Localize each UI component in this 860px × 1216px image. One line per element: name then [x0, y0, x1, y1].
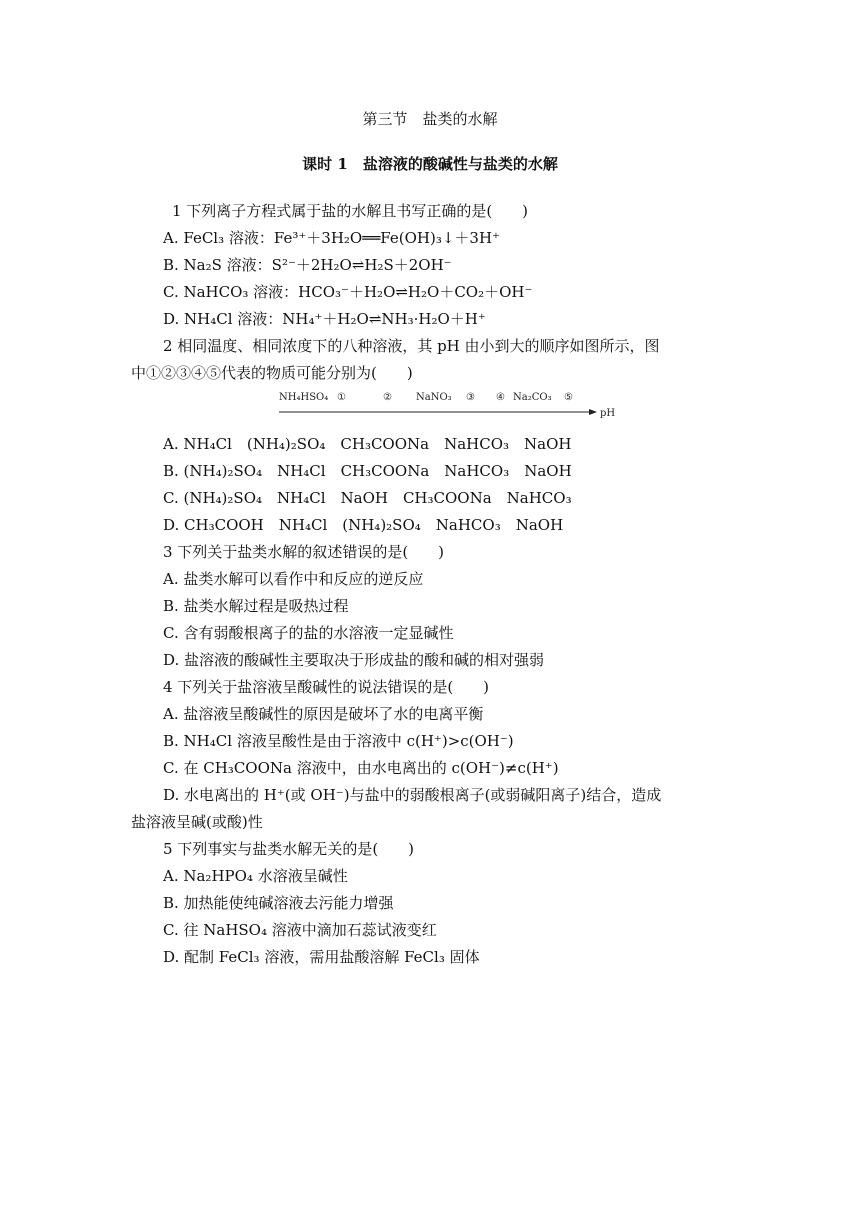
q5-stem: 5 下列事实与盐类水解无关的是( ) [163, 840, 415, 858]
q4-option-b: B. NH₄Cl 溶液呈酸性是由于溶液中 c(H⁺)>c(OH⁻) [163, 732, 514, 750]
ph-order-diagram [277, 388, 617, 422]
q2-option-d: D. CH₃COOH NH₄Cl (NH₄)₂SO₄ NaHCO₃ NaOH [163, 516, 564, 534]
diagram-label-3: NaNO₃ [416, 392, 452, 403]
lesson-title: 课时 1 盐溶液的酸碱性与盐类的水解 [302, 155, 558, 173]
q1-stem: 1 下列离子方程式属于盐的水解且书写正确的是( ) [172, 202, 529, 220]
q4-option-d-line1: D. 水电离出的 H⁺(或 OH⁻)与盐中的弱酸根离子(或弱碱阳离子)结合，造成 [163, 786, 662, 804]
diagram-label-4: ③ [466, 392, 475, 403]
diagram-label-0: NH₄HSO₄ [279, 392, 329, 403]
q4-stem: 4 下列关于盐溶液呈酸碱性的说法错误的是( ) [163, 678, 490, 696]
diagram-label-6: Na₂CO₃ [513, 392, 552, 403]
q2-stem-line2: 中①②③④⑤代表的物质可能分别为( ) [131, 364, 413, 382]
q1-option-b: B. Na₂S 溶液：S²⁻＋2H₂O⇌H₂S＋2OH⁻ [163, 256, 452, 274]
ph-axis-label: pH [600, 408, 616, 419]
q1-option-a: A. FeCl₃ 溶液：Fe³⁺＋3H₂O══Fe(OH)₃↓＋3H⁺ [163, 229, 500, 247]
ph-axis-arrowhead [589, 409, 597, 415]
q5-option-c: C. 往 NaHSO₄ 溶液中滴加石蕊试液变红 [163, 921, 437, 939]
q3-option-c: C. 含有弱酸根离子的盐的水溶液一定显碱性 [163, 624, 454, 642]
q3-option-a: A. 盐类水解可以看作中和反应的逆反应 [163, 570, 424, 588]
q5-option-d: D. 配制 FeCl₃ 溶液，需用盐酸溶解 FeCl₃ 固体 [163, 948, 480, 966]
q1-option-c: C. NaHCO₃ 溶液：HCO₃⁻＋H₂O⇌H₂O＋CO₂＋OH⁻ [163, 283, 533, 301]
q2-option-b: B. (NH₄)₂SO₄ NH₄Cl CH₃COONa NaHCO₃ NaOH [163, 462, 572, 480]
q2-stem-line1: 2 相同温度、相同浓度下的八种溶液，其 pH 由小到大的顺序如图所示，图 [163, 337, 660, 355]
q4-option-a: A. 盐溶液呈酸碱性的原因是破坏了水的电离平衡 [163, 705, 484, 723]
diagram-label-5: ④ [496, 392, 505, 403]
section-title: 第三节 盐类的水解 [362, 110, 498, 128]
diagram-label-1: ① [337, 392, 346, 403]
q1-option-d: D. NH₄Cl 溶液：NH₄⁺＋H₂O⇌NH₃·H₂O＋H⁺ [163, 310, 486, 328]
q3-stem: 3 下列关于盐类水解的叙述错误的是( ) [163, 543, 445, 561]
q5-option-b: B. 加热能使纯碱溶液去污能力增强 [163, 894, 394, 912]
q5-option-a: A. Na₂HPO₄ 水溶液呈碱性 [163, 867, 348, 885]
q4-option-d-line2: 盐溶液呈碱(或酸)性 [131, 813, 263, 831]
diagram-label-7: ⑤ [564, 392, 573, 403]
q3-option-b: B. 盐类水解过程是吸热过程 [163, 597, 349, 615]
q2-option-c: C. (NH₄)₂SO₄ NH₄Cl NaOH CH₃COONa NaHCO₃ [163, 489, 572, 507]
q3-option-d: D. 盐溶液的酸碱性主要取决于形成盐的酸和碱的相对强弱 [163, 651, 545, 669]
q4-option-c: C. 在 CH₃COONa 溶液中，由水电离出的 c(OH⁻)≠c(H⁺) [163, 759, 559, 777]
diagram-label-2: ② [383, 392, 392, 403]
q2-option-a: A. NH₄Cl (NH₄)₂SO₄ CH₃COONa NaHCO₃ NaOH [163, 435, 572, 453]
